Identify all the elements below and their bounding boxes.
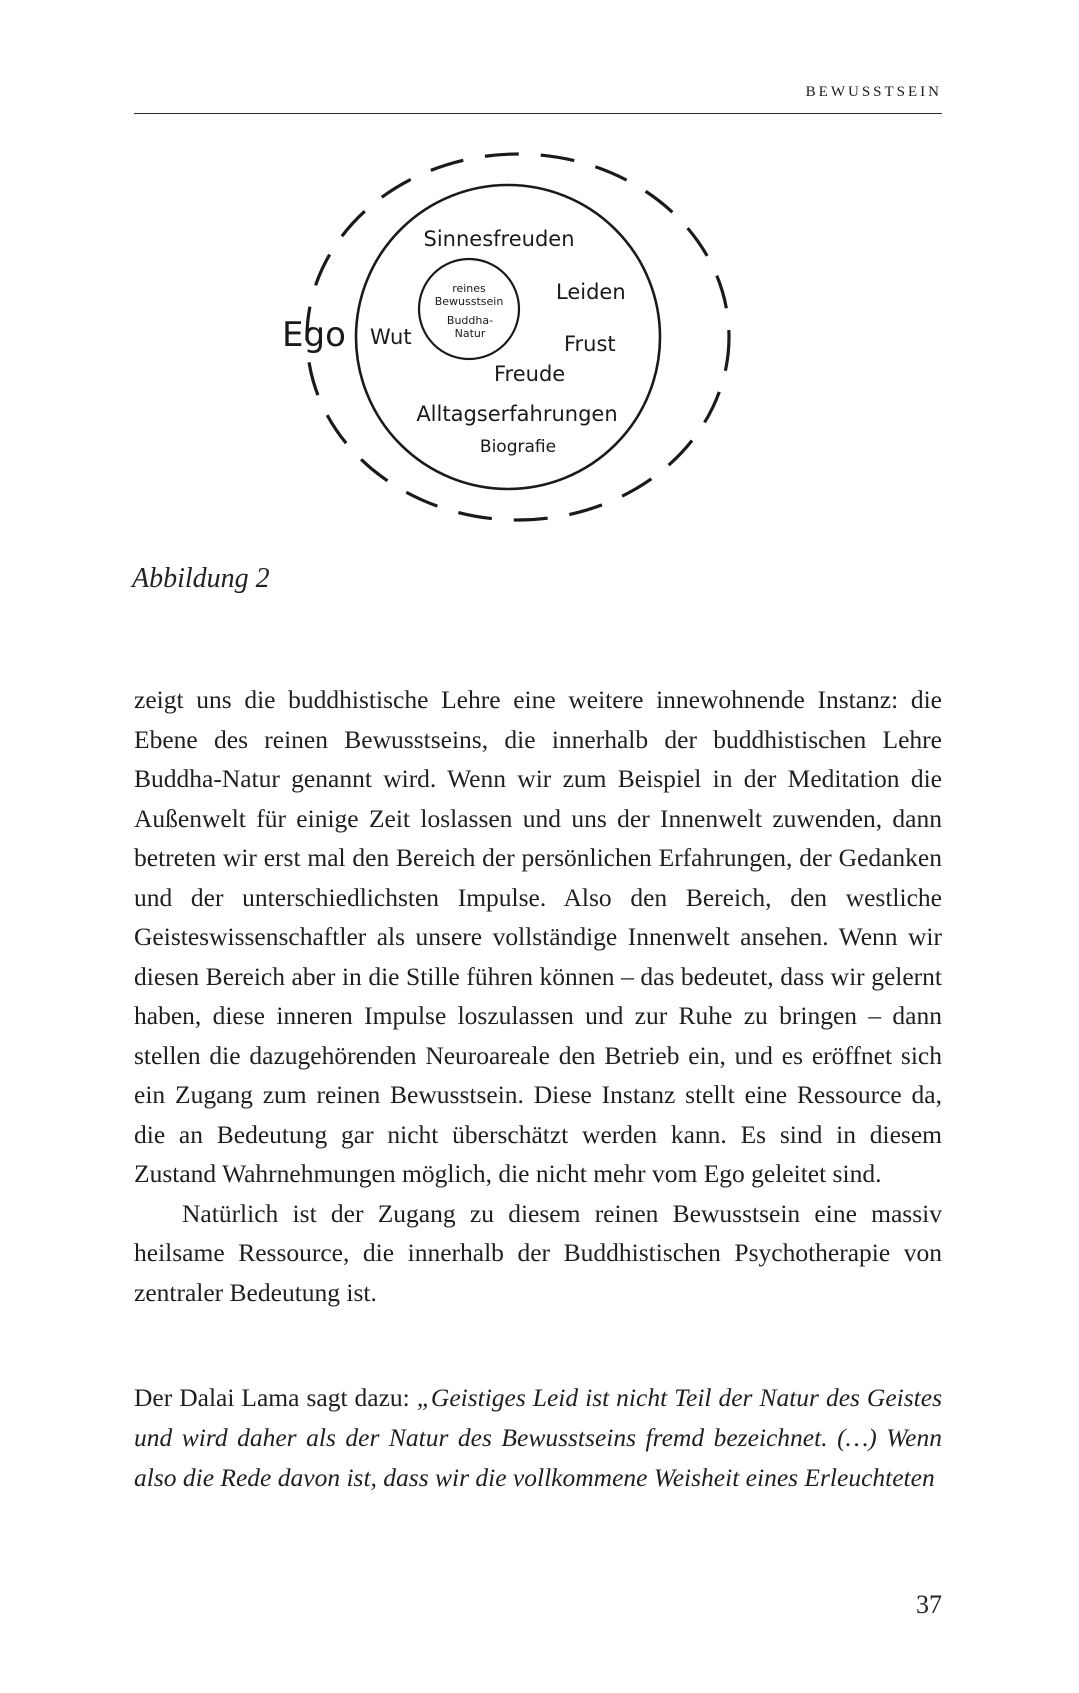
paragraph: Natürlich ist der Zugang zu diesem reinen Bewusstsein eine massiv heilsame Ressource, die innerhalb der Buddhistischen Psychotherapie von zentraler Bedeutung ist. bbox=[134, 1198, 942, 1307]
label-wut: Wut bbox=[370, 325, 412, 349]
label-leiden: Leiden bbox=[556, 280, 626, 304]
ego-label: Ego bbox=[282, 315, 346, 355]
page-number: 37 bbox=[916, 1590, 942, 1619]
ego-consciousness-diagram bbox=[280, 150, 780, 575]
quote-paragraph bbox=[134, 1378, 942, 1498]
label-biografie: Biografie bbox=[479, 437, 557, 457]
header-rule bbox=[134, 113, 942, 114]
paragraph: zeigt uns die buddhistische Lehre eine weitere innewohnende Instanz: die Ebene des reinen Bewusstseins, die innerhalb der buddhistischen Lehre Buddha-Natur genannt wird. Wenn wir zum Beispiel in der Meditation die Außenwelt für einige Zeit loslassen und uns der Innenwelt zuwenden, dann betreten wir erst mal den Bereich der persönlichen Erfahrungen, der Gedanken und der unterschiedlichsten Impulse. Also den Bereich, den westliche Geisteswissenschaftler als unsere vollständige Innenwelt ansehen. Wenn wir diesen Bereich aber in die Stille führen können – das bedeutet, dass wir gelernt haben, diese inneren Impulse loszulassen und zur Ruhe zu bringen – dann stellen die dazugehörenden Neuroareale den Betrieb ein, und es eröffnet sich ein Zugang zum reinen Bewusstsein. Diese Instanz stellt eine Ressource da, die an Bedeutung gar nicht überschätzt werden kann. Es sind in diesem Zustand Wahrnehmungen möglich, die nicht mehr vom Ego geleitet sind. bbox=[134, 685, 942, 1188]
label-sinnesfreuden: Sinnesfreuden bbox=[423, 227, 575, 251]
label-frust: Frust bbox=[564, 332, 616, 356]
dalai-lama-quote: „Geistiges Leid ist nicht Teil der Natur des Geistes und wird daher als der Natur des Bewusstseins fremd bezeichnet. (…) Wenn also die Rede davon ist, dass wir die vollkommene Weisheit eines Erleuchteten bbox=[134, 1383, 942, 1492]
core-label-buddha: Buddha- bbox=[446, 314, 494, 327]
body-text bbox=[134, 680, 942, 1312]
core-label-natur: Natur bbox=[454, 327, 486, 340]
label-alltagserfahrungen: Alltagserfahrungen bbox=[416, 402, 618, 426]
quote-paragraph-text bbox=[134, 1378, 942, 1498]
running-head: BEWUSSTSEIN bbox=[805, 84, 942, 100]
diagram-svg bbox=[280, 150, 780, 575]
pure-consciousness-circle bbox=[419, 259, 519, 359]
core-label-bewusstsein: Bewusstsein bbox=[434, 295, 504, 308]
core-label-reines: reines bbox=[452, 282, 486, 295]
figure-caption: Abbildung 2 bbox=[132, 563, 270, 594]
quote-intro: Der Dalai Lama sagt dazu: bbox=[134, 1383, 417, 1412]
label-freude: Freude bbox=[494, 362, 566, 386]
